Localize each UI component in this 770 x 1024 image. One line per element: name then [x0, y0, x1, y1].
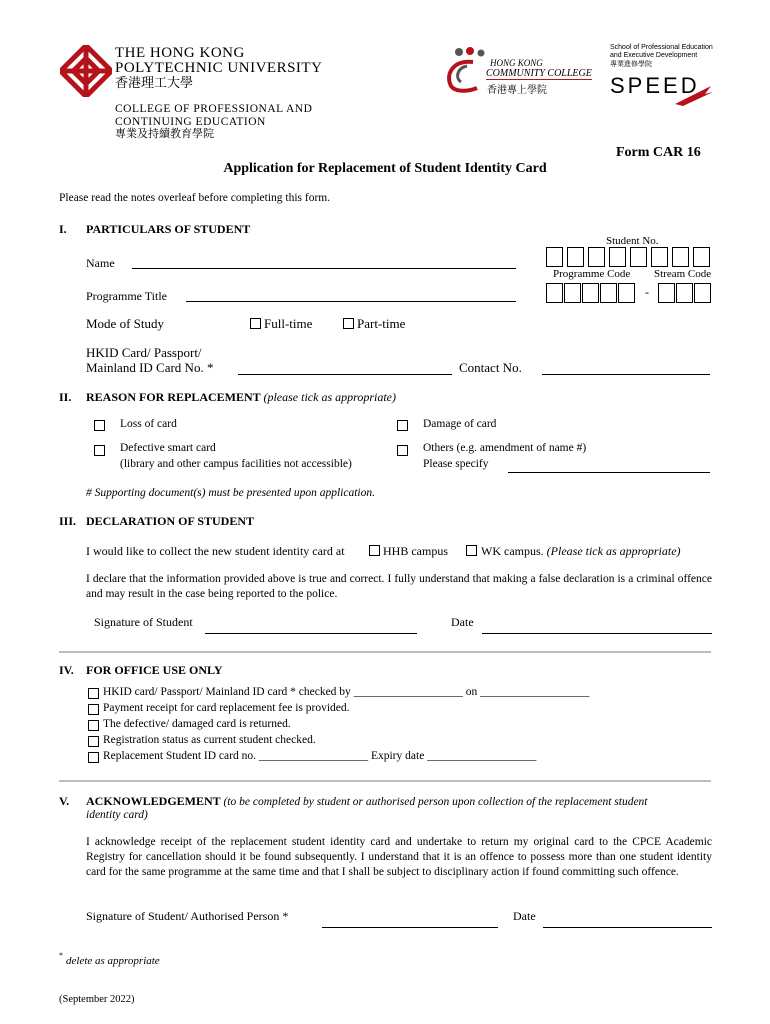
signature-authorised-field[interactable] — [322, 927, 498, 928]
specify-label: Please specify — [423, 458, 489, 470]
cpce-name-chinese: 專業及持續教育學院 — [115, 127, 214, 140]
hkcc-name-line1: HONG KONG — [490, 58, 543, 68]
stream-code-char[interactable] — [658, 283, 675, 303]
section5-header — [86, 794, 714, 810]
mode-of-study-label: Mode of Study — [86, 316, 164, 331]
speed-swoosh-icon — [675, 84, 713, 106]
programme-title-label: Programme Title — [86, 289, 168, 303]
contact-field[interactable] — [542, 374, 710, 375]
form-version: (September 2022) — [59, 994, 135, 1005]
office-checkbox[interactable] — [88, 688, 99, 699]
date-label: Date — [513, 909, 536, 923]
speed-wordmark: SPEED — [610, 73, 700, 98]
student-no-digit[interactable] — [567, 247, 584, 267]
campus-hint: (Please tick as appropriate) — [546, 544, 681, 558]
office-item: Replacement Student ID card no. ___________________ Expiry date ___________________ — [103, 750, 537, 762]
name-label: Name — [86, 256, 115, 270]
section2-header — [86, 390, 396, 405]
full-time-checkbox[interactable] — [250, 318, 261, 329]
programme-code-char[interactable] — [600, 283, 617, 303]
footnote-marker: * — [59, 951, 63, 960]
damage-checkbox[interactable] — [397, 420, 408, 431]
stream-code-label: Stream Code — [654, 268, 712, 280]
polyu-name-line2: POLYTECHNIC UNIVERSITY — [115, 60, 323, 76]
office-item: The defective/ damaged card is returned. — [103, 718, 291, 730]
date-field[interactable] — [482, 633, 712, 634]
specify-field[interactable] — [508, 472, 710, 473]
programme-code-label: Programme Code — [553, 268, 631, 280]
others-label: Others (e.g. amendment of name #) — [423, 442, 587, 454]
hhb-label: HHB campus — [383, 544, 448, 558]
defective-label: Defective smart card — [120, 442, 216, 454]
hkcc-name-line2: COMMUNITY COLLEGE — [486, 68, 592, 79]
section3-number: III. — [59, 514, 77, 528]
section5-title: ACKNOWLEDGEMENT — [86, 794, 221, 808]
damage-label: Damage of card — [423, 418, 497, 430]
student-no-digit[interactable] — [651, 247, 668, 267]
office-item: Registration status as current student checked. — [103, 734, 316, 746]
polyu-knot-icon — [60, 45, 112, 97]
section5-number: V. — [59, 794, 70, 808]
office-checkbox[interactable] — [88, 704, 99, 715]
section2-hint: (please tick as appropriate) — [263, 390, 396, 404]
programme-code-char[interactable] — [546, 283, 563, 303]
intro-text: Please read the notes overleaf before completing this form. — [59, 192, 331, 204]
code-separator: - — [645, 285, 649, 299]
polyu-name-chinese: 香港理工大學 — [115, 76, 194, 91]
student-no-digit[interactable] — [546, 247, 563, 267]
section2-number: II. — [59, 390, 72, 404]
office-item: HKID card/ Passport/ Mainland ID card * checked by ___________________ on ___________________ — [103, 686, 590, 698]
section1-title: PARTICULARS OF STUDENT — [86, 222, 251, 236]
signature-authorised-label: Signature of Student/ Authorised Person * — [86, 909, 289, 923]
name-field[interactable] — [132, 268, 516, 269]
student-no-digit[interactable] — [588, 247, 605, 267]
stream-code-char[interactable] — [676, 283, 693, 303]
hkcc-name-chinese: 香港專上學院 — [487, 85, 547, 96]
section5-hint-line1: (to be completed by student or authorised person upon collection of the replacement student — [223, 796, 648, 808]
programme-code-char[interactable] — [582, 283, 599, 303]
hkid-label-line1: HKID Card/ Passport/ — [86, 345, 202, 360]
wk-checkbox[interactable] — [466, 545, 477, 556]
hhb-checkbox[interactable] — [369, 545, 380, 556]
loss-label: Loss of card — [120, 418, 177, 430]
contact-label: Contact No. — [459, 360, 522, 375]
supporting-doc-note: # Supporting document(s) must be presented upon application. — [86, 487, 375, 499]
defective-sub-label: (library and other campus facilities not accessible) — [120, 458, 352, 470]
speed-name-line2: and Executive Development — [610, 52, 698, 59]
programme-title-field[interactable] — [186, 301, 516, 302]
footnote-text: delete as appropriate — [66, 955, 160, 967]
programme-code-char[interactable] — [564, 283, 581, 303]
signature-student-field[interactable] — [205, 633, 417, 634]
office-checkbox[interactable] — [88, 752, 99, 763]
hkid-label-line2: Mainland ID Card No. * — [86, 360, 214, 375]
cpce-name-line2: CONTINUING EDUCATION — [115, 116, 266, 128]
wk-text — [481, 544, 681, 559]
section3-title: DECLARATION OF STUDENT — [86, 514, 255, 528]
form-code: Form CAR 16 — [616, 145, 701, 160]
section4-number: IV. — [59, 663, 74, 677]
section1-number: I. — [59, 222, 67, 236]
programme-code-char[interactable] — [618, 283, 635, 303]
hkcc-swirl-icon — [443, 44, 489, 94]
acknowledgement-text: I acknowledge receipt of the replacement student identity card and undertake to return my original card to the CPCE Academic Registry for cancellation should it be found subsequently. I understand that it is an offence to possess more than one student identity card for the same programme at the same time and that I shall be subject to disciplinary action if found committing such offence. — [86, 836, 712, 878]
signature-student-label: Signature of Student — [94, 615, 193, 629]
part-time-checkbox[interactable] — [343, 318, 354, 329]
office-checkbox[interactable] — [88, 720, 99, 731]
speed-name-chinese: 專業進修學院 — [610, 60, 652, 68]
part-time-label: Part-time — [357, 316, 406, 331]
polyu-name-line1: THE HONG KONG — [115, 45, 245, 61]
hkid-field[interactable] — [238, 374, 452, 375]
student-no-digit[interactable] — [630, 247, 647, 267]
page-title: Application for Replacement of Student Identity Card — [223, 161, 547, 176]
date-field[interactable] — [543, 927, 712, 928]
section-divider — [59, 780, 711, 782]
others-checkbox[interactable] — [397, 445, 408, 456]
full-time-label: Full-time — [264, 316, 313, 331]
section4-title: FOR OFFICE USE ONLY — [86, 663, 223, 677]
student-no-label: Student No. — [606, 235, 659, 247]
cpce-name-line1: COLLEGE OF PROFESSIONAL AND — [115, 103, 313, 115]
date-label: Date — [451, 615, 474, 629]
section-divider — [59, 651, 711, 653]
collect-text: I would like to collect the new student identity card at — [86, 544, 345, 558]
student-no-digit[interactable] — [609, 247, 626, 267]
loss-checkbox[interactable] — [94, 420, 105, 431]
student-no-digit[interactable] — [693, 247, 710, 267]
office-item: Payment receipt for card replacement fee is provided. — [103, 702, 350, 714]
section5-hint-line2: identity card) — [86, 809, 148, 821]
office-checkbox[interactable] — [88, 736, 99, 747]
section2-title: REASON FOR REPLACEMENT — [86, 390, 261, 404]
student-no-digit[interactable] — [672, 247, 689, 267]
defective-checkbox[interactable] — [94, 445, 105, 456]
speed-name-line1: School of Professional Education — [610, 44, 713, 51]
declaration-text: I declare that the information provided above is true and correct. I fully understand that making a false declaration is a criminal offence and may result in the case being reported to the police. — [86, 573, 712, 600]
stream-code-char[interactable] — [694, 283, 711, 303]
wk-label: WK campus. — [481, 544, 544, 558]
